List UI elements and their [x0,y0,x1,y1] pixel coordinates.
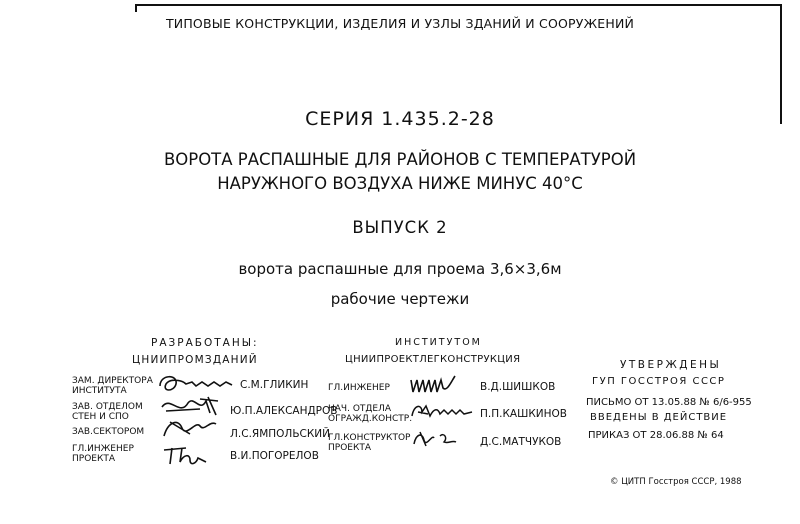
approval-body: ГУП ГОССТРОЯ СССР [592,376,726,387]
top-line: ТИПОВЫЕ КОНСТРУКЦИИ, ИЗДЕЛИЯ И УЗЛЫ ЗДАНИЙ И СООРУЖЕНИЙ [165,16,635,31]
approval-heading: УТВЕРЖДЕНЫ [620,359,722,371]
dev-name-1: С.М.ГЛИКИН [240,379,309,391]
signature-pogorelov [160,444,210,468]
subtitle: ворота распашные для проема 3,6×3,6м [238,260,562,278]
developers-org: ЦНИИПРОМЗДАНИЙ [132,354,258,366]
issue-label: ВЫПУСК 2 [352,218,448,237]
inst-role-2b: ОГРАЖД.КОНСТР. [328,414,413,424]
dev-role-3a: ЗАВ.СЕКТОРОМ [72,427,145,437]
inst-role-2a: НАЧ. ОТДЕЛА [328,404,392,414]
inst-name-1: В.Д.ШИШКОВ [480,381,556,393]
inst-role-1a: ГЛ.ИНЖЕНЕР [328,383,390,393]
frame-left-tick [135,4,137,12]
series-title: СЕРИЯ 1.435.2-28 [305,108,495,130]
institute-heading: ИНСТИТУТОМ [395,337,482,348]
inst-name-2: П.П.КАШКИНОВ [480,408,568,420]
signature-yampolsky [160,416,220,440]
inst-role-3a: ГЛ.КОНСТРУКТОР [328,433,411,443]
title-line-1: ВОРОТА РАСПАШНЫЕ ДЛЯ РАЙОНОВ С ТЕМПЕРАТУРОЙ [163,150,637,169]
approval-order: ПРИКАЗ ОТ 28.06.88 № 64 [588,430,724,441]
dev-role-4b: ПРОЕКТА [72,454,116,464]
drawing-kind: рабочие чертежи [330,290,470,308]
institute-org: ЦНИИПРОЕКТЛЕГКОНСТРУКЦИЯ [345,354,521,365]
inst-role-3b: ПРОЕКТА [328,443,372,453]
approval-enacted: ВВЕДЕНЫ В ДЕЙСТВИЕ [590,412,728,423]
copyright: © ЦИТП Госстроя СССР, 1988 [610,477,742,487]
dev-role-1a: ЗАМ. ДИРЕКТОРА [72,376,153,386]
dev-role-1b: ИНСТИТУТА [72,386,127,396]
dev-name-3: Л.С.ЯМПОЛЬСКИЙ [230,428,331,440]
inst-name-3: Д.С.МАТЧУКОВ [480,436,562,448]
signature-shishkov [407,372,459,396]
signature-kashkinov [408,400,476,422]
title-line-2: НАРУЖНОГО ВОЗДУХА НИЖЕ МИНУС 40°С [217,174,583,193]
frame-top-line [135,4,782,6]
developers-heading: РАЗРАБОТАНЫ: [151,337,259,349]
dev-role-4a: ГЛ.ИНЖЕНЕР [72,444,134,454]
dev-role-2a: ЗАВ. ОТДЕЛОМ [72,402,143,412]
dev-name-2: Ю.П.АЛЕКСАНДРОВ [230,405,338,417]
dev-name-4: В.И.ПОГОРЕЛОВ [230,450,319,462]
dev-role-2b: СТЕН И СПО [72,412,129,422]
approval-letter: ПИСЬМО ОТ 13.05.88 № 6/6-955 [586,397,752,408]
signature-matchukov [410,428,460,450]
